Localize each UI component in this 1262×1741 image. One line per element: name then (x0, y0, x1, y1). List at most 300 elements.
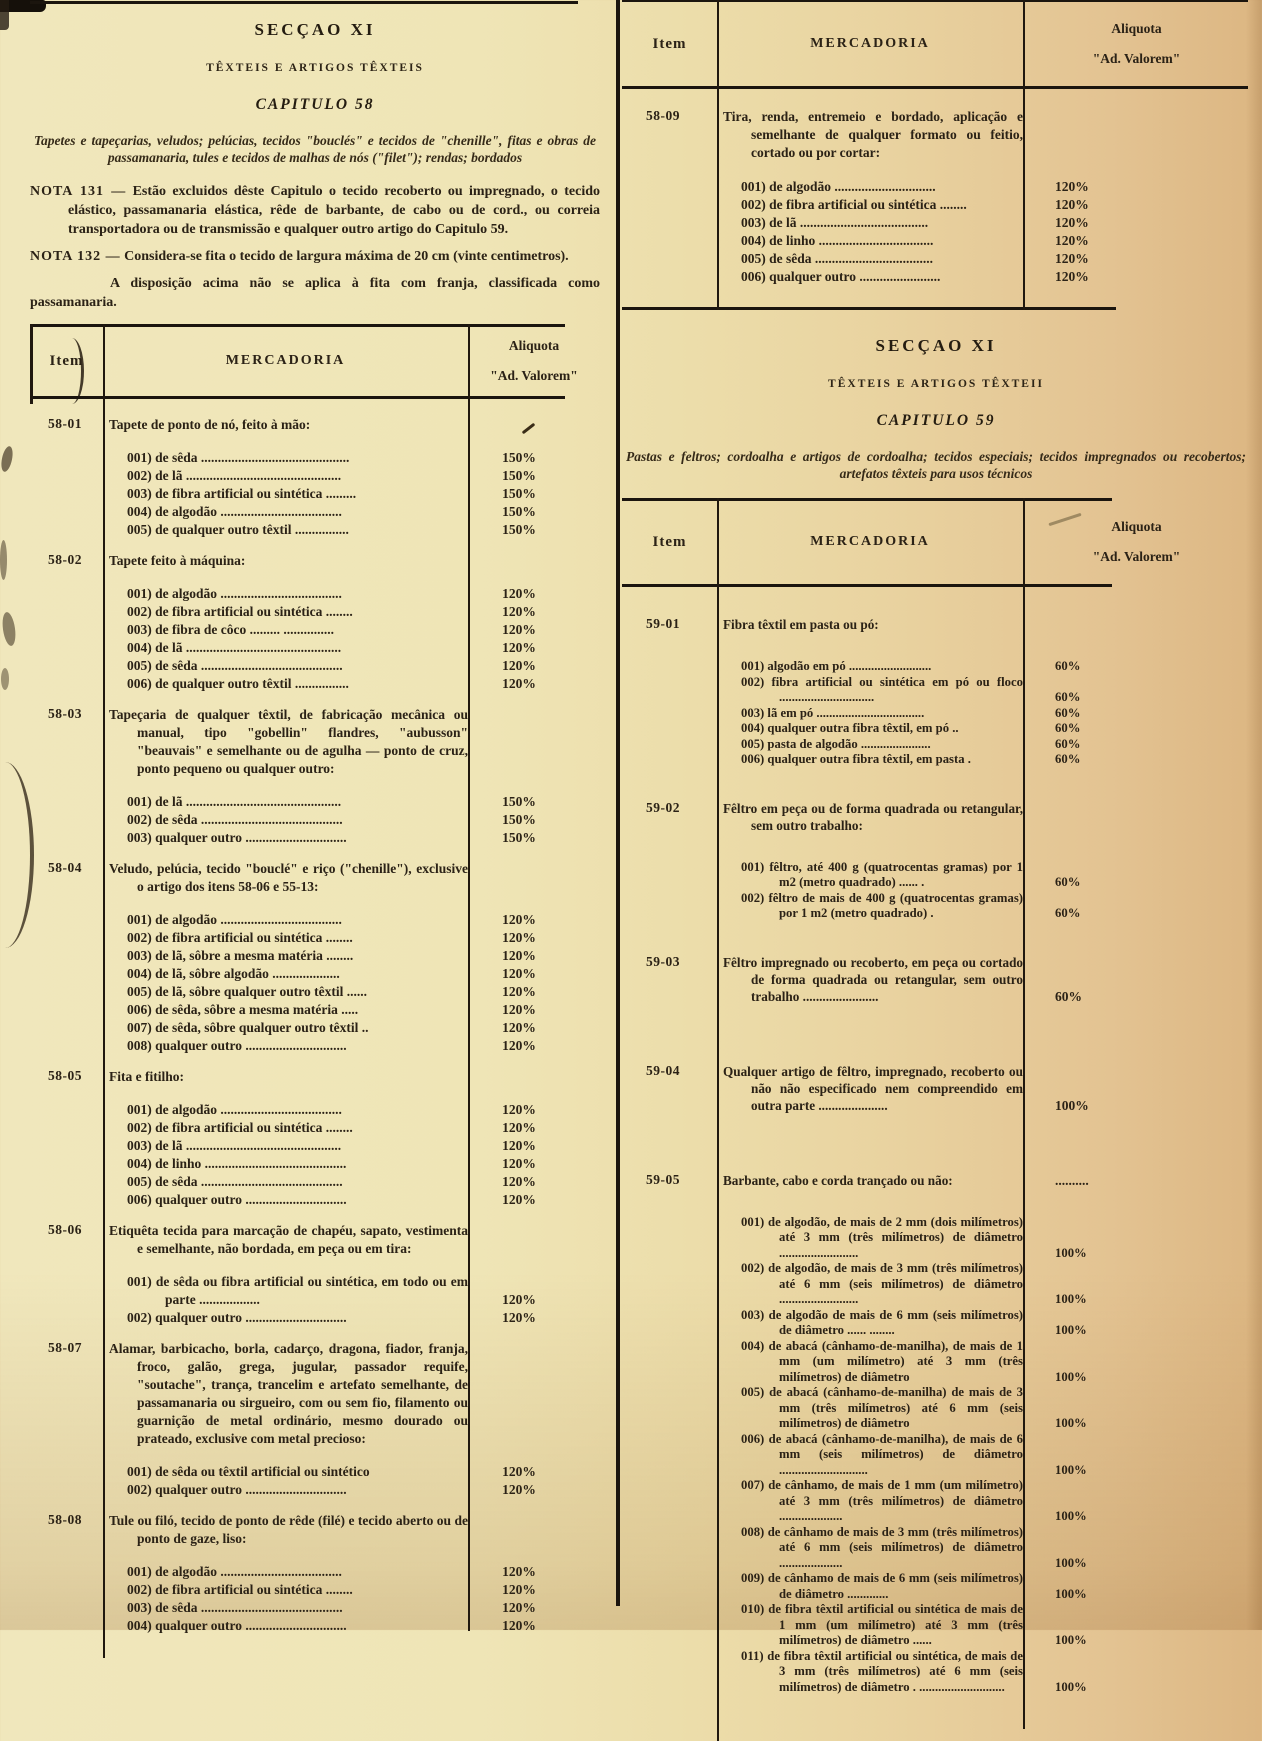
sub-item-text: 004) de linho .................................. (741, 233, 934, 248)
entry-row (30, 416, 600, 539)
entry-row (622, 108, 1250, 286)
sub-item-text: 004) qualquer outro .............................. (127, 1618, 347, 1633)
sub-item-text: 003) de fibra artificial ou sintética ......... (127, 486, 357, 501)
sub-item-rate: 120% (502, 676, 536, 691)
sub-item-rate: 120% (502, 912, 536, 927)
sub-item-text: 010) de fibra têxtil artificial ou sintética de mais de 1 mm (um milímetro) até 3 mm (três milímetros) de diâmetro ...... (741, 1602, 1023, 1647)
sub-item-row (717, 1525, 1250, 1572)
sub-item-row (717, 1649, 1250, 1696)
sub-items (103, 1463, 600, 1499)
item-code: 58-07 (48, 1340, 82, 1355)
sub-item-text: 006) de qualquer outro têxtil ................ (127, 676, 349, 691)
item-code: 59-01 (646, 616, 680, 631)
sub-item-rate: 120% (502, 966, 536, 981)
merchandise-description: Tule ou filó, tecido de ponto de rêde (filé) e tecido aberto ou de ponto de gaze, liso: (109, 1513, 468, 1546)
item-code: 58-04 (48, 860, 82, 875)
sub-item-row (103, 1119, 600, 1137)
sub-item-rate: 100% (1055, 1555, 1087, 1570)
merchandise-description-cell (103, 1222, 468, 1258)
ink-smudge (1, 668, 9, 690)
sub-item-row (717, 752, 1250, 768)
sub-item-rate: 120% (502, 1600, 536, 1615)
sub-item-text: 006) qualquer outro ........................ (741, 269, 941, 284)
sub-item-rate: 100% (1055, 1633, 1087, 1647)
left-column (30, 0, 600, 1658)
sub-item-row (717, 1308, 1250, 1339)
item-code: 58-01 (48, 416, 82, 431)
sub-item-rate: 120% (502, 658, 536, 673)
item-code: 59-02 (646, 799, 680, 815)
nota-132 (30, 247, 600, 266)
entry-row (30, 1222, 600, 1327)
sub-item-text: 008) de cânhamo de mais de 3 mm (três milímetros) até 6 mm (seis milímetros) de diâmetro .................... (741, 1524, 1023, 1570)
sub-item-text: 006) de abacá (cânhamo-de-manilha), de mais de 6 mm (seis milímetros) de diâmetro ............................ (741, 1431, 1023, 1477)
sub-item-row (103, 503, 600, 521)
nota-extra-paragraph: A disposição acima não se aplica à fita com franja, classificada como passamanaria. (30, 276, 600, 310)
sub-item-rate: 120% (502, 1582, 536, 1597)
sub-item-rate: 100% (1055, 1509, 1087, 1523)
sub-item-row (717, 1602, 1250, 1649)
sub-item-text: 001) de algodão .................................... (127, 1564, 342, 1579)
entry-row (622, 616, 1250, 768)
merchandise-description: Alamar, barbicacho, borla, cadarço, dragona, fiador, franja, froco, galão, grega, jugular, passador requife, "soutache", trança, trancelim e artefato semelhante, de passamanaria ou sirgueiro, com ou sem fio, filamento ou guarnição de metal ordinário, mesmo dourado ou prateado, exclusive com metal precioso: (109, 1341, 468, 1446)
chapter-notes (30, 182, 600, 312)
sub-items (103, 1273, 600, 1327)
sub-item-row (103, 1481, 600, 1499)
sub-item-text: 001) fêltro, até 400 g (quatrocentas gramas) por 1 m2 (metro quadrado) ...... . (741, 859, 1023, 889)
sub-item-text: 001) de algodão .................................... (127, 912, 342, 927)
header-mercadoria: MERCADORIA (225, 353, 346, 368)
chapter-59-heading-block (622, 336, 1250, 482)
sub-item-rate: 120% (502, 604, 536, 619)
sub-item-rate: 100% (1055, 1292, 1087, 1306)
sub-item-row (103, 829, 600, 847)
sub-item-text: 004) de lã .............................................. (127, 640, 342, 655)
table-header (622, 0, 1250, 88)
sub-item-text: 002) de fibra artificial ou sintética ........ (741, 197, 967, 212)
header-aliquota-line2: "Ad. Valorem" (490, 368, 578, 383)
sub-item-text: 002) qualquer outro .............................. (127, 1310, 347, 1325)
sub-item-rate: 60% (1055, 721, 1081, 735)
header-aliquota (468, 324, 600, 398)
item-code: 58-05 (48, 1068, 82, 1083)
sub-item-text: 005) de sêda ................................... (741, 251, 933, 266)
sub-item-text: 001) de algodão, de mais de 2 mm (dois milímetros) até 3 mm (três milímetros) de diâmetro ......................... (741, 1214, 1023, 1260)
merchandise-description-cell (717, 1063, 1023, 1114)
ink-smudge (1, 611, 18, 646)
sub-item-text: 002) de fibra artificial ou sintética ........ (127, 1582, 353, 1597)
table-entries (622, 586, 1250, 1741)
sub-item-text: 004) de lã, sôbre algodão .................... (127, 966, 340, 981)
sub-items (103, 793, 600, 847)
merchandise-description: Tapete feito à máquina: (109, 553, 246, 568)
sub-item-rate: 100% (1055, 1369, 1087, 1384)
entry-row (622, 1172, 1250, 1696)
merchandise-description: Tapete de ponto de nó, feito à mão: (109, 417, 311, 432)
sub-item-text: 005) pasta de algodão ...................... (741, 736, 931, 751)
sub-item-text: 002) fibra artificial ou sintética em pó ou floco .............................. (741, 674, 1023, 704)
sub-item-rate: 100% (1055, 1679, 1087, 1694)
sub-item-text: 003) de lã, sôbre a mesma matéria ........ (127, 948, 354, 963)
merchandise-description: Etiquêta tecida para marcação de chapéu, sapato, vestimenta e semelhante, não bordada, em peça ou em tira: (109, 1223, 468, 1256)
sub-item-text: 001) de sêda ............................................ (127, 450, 350, 465)
entry-row (622, 954, 1250, 1031)
entry-row (30, 552, 600, 693)
merchandise-description: Tira, renda, entremeio e bordado, aplicação e semelhante de qualquer formato ou feitio, cortado ou por cortar: (723, 109, 1023, 160)
sub-item-text: 006) qualquer outro .............................. (127, 1192, 347, 1207)
sub-item-text: 005) de sêda .......................................... (127, 658, 343, 673)
item-code: 58-02 (48, 552, 82, 567)
chapter-description: Pastas e feltros; cordoalha e artigos de cordoalha; tecidos especiais; tecidos impregnados ou recobertos; artefatos têxteis para usos técnicos (626, 449, 1246, 481)
sub-item-row (103, 675, 600, 693)
sub-item-rate: 60% (1055, 736, 1081, 751)
sub-item-rate: 120% (1055, 233, 1089, 248)
sub-item-rate: 120% (502, 1020, 536, 1035)
sub-item-rate: 100% (1055, 1462, 1087, 1477)
sub-item-row (717, 232, 1250, 250)
sub-item-row (717, 721, 1250, 737)
sub-items (717, 659, 1250, 768)
pen-curve-mark (0, 762, 34, 948)
sub-item-rate: 100% (1055, 1416, 1087, 1430)
sub-item-rate: 150% (502, 794, 536, 809)
header-aliquota-line1: Aliquota (1111, 21, 1162, 36)
entry-row (30, 1068, 600, 1209)
nota-132-text: Considera-se fita o tecido de largura máxima de 20 cm (vinte centimetros). (124, 249, 569, 264)
sub-item-text: 002) de lã .............................................. (127, 468, 342, 483)
entry-row (622, 1063, 1250, 1140)
entry-row (30, 860, 600, 1055)
item-code: 59-05 (646, 1171, 680, 1187)
chapter-description: Tapetes e tapeçarias, veludos; pelúcias, tecidos "bouclés" e tecidos de "chenille", fitas e obras de passamanaria, tules e tecidos de malhas de nós ("filet"); rendas; bordados (34, 133, 596, 165)
sub-item-rate: 120% (502, 622, 536, 637)
section-title: SECÇAO XI (254, 20, 376, 39)
merchandise-description-cell (103, 1512, 468, 1548)
sub-item-row (103, 965, 600, 983)
sub-item-row (103, 1001, 600, 1019)
sub-items (717, 178, 1250, 286)
merchandise-description-cell (103, 860, 468, 896)
sub-item-text: 005) de sêda .......................................... (127, 1174, 343, 1189)
sub-item-row (103, 1191, 600, 1209)
section-title: SECÇAO XI (875, 336, 997, 355)
sub-item-text: 002) de fibra artificial ou sintética ........ (127, 930, 353, 945)
header-aliquota-line1: Aliquota (1111, 519, 1162, 534)
sub-item-text: 002) de algodão, de mais de 3 mm (três milímetros) até 6 mm (seis milímetros) de diâmetro ......................... (741, 1261, 1023, 1306)
sub-item-row (717, 196, 1250, 214)
sub-item-rate: 120% (502, 1564, 536, 1579)
sub-item-row (103, 585, 600, 603)
sub-item-row (103, 1137, 600, 1155)
sub-item-text: 004) qualquer outra fibra têxtil, em pó .. (741, 721, 959, 735)
header-item: Item (49, 352, 84, 369)
column-divider-rule (616, 0, 620, 1606)
sub-item-rate: 120% (1055, 251, 1089, 266)
item-code: 58-08 (48, 1512, 82, 1527)
ink-smudge (0, 445, 15, 473)
sub-item-rate: 100% (1055, 1245, 1087, 1260)
sub-item-text: 006) qualquer outra fibra têxtil, em pasta . (741, 752, 971, 766)
sub-item-rate: 60% (1055, 906, 1081, 920)
sub-item-rate: 150% (502, 522, 536, 537)
sub-item-row (717, 1215, 1250, 1262)
sub-item-row (103, 983, 600, 1001)
merchandise-description: Fêltro impregnado ou recoberto, em peça ou cortado de forma quadrada ou retangular, sem outro trabalho ....................... (723, 954, 1023, 1004)
sub-item-row (103, 1019, 600, 1037)
sub-item-row (103, 911, 600, 929)
merchandise-description: Veludo, pelúcia, tecido "bouclé" e riço ("chenille"), exclusive o artigo dos itens 58-06 e 55-13: (109, 861, 468, 894)
sub-item-rate: 60% (1055, 875, 1081, 889)
sub-item-text: 003) lã em pó .................................. (741, 705, 925, 720)
sub-item-text: 008) qualquer outro .............................. (127, 1038, 347, 1053)
entry-row (30, 1512, 600, 1635)
sub-item-rate: 120% (1055, 269, 1089, 284)
sub-item-row (103, 1599, 600, 1617)
merchandise-description-cell (103, 1340, 468, 1448)
merchandise-description-cell (717, 616, 1023, 633)
sub-item-text: 007) de sêda, sôbre qualquer outro têxtil .. (127, 1020, 369, 1035)
sub-item-row (103, 1155, 600, 1173)
sub-item-rate: 120% (502, 930, 536, 945)
sub-item-row (103, 929, 600, 947)
sub-item-text: 007) de cânhamo, de mais de 1 mm (um milímetro) até 3 mm (três milímetros) de diâmetro .................... (741, 1478, 1023, 1523)
sub-item-rate: 120% (502, 1482, 536, 1497)
sub-items (103, 1101, 600, 1209)
sub-item-rate: 120% (502, 1292, 536, 1307)
merchandise-description-cell (103, 706, 468, 778)
sub-item-row (103, 521, 600, 539)
sub-item-text: 001) de algodão .............................. (741, 179, 936, 194)
sub-item-text: 003) de algodão de mais de 6 mm (seis milímetros) de diâmetro ...... ........ (741, 1307, 1023, 1337)
sub-item-text: 001) de sêda ou fibra artificial ou sintética, em todo ou em parte .................. (127, 1274, 468, 1307)
entry-row (622, 800, 1250, 922)
sub-item-text: 004) de abacá (cânhamo-de-manilha), de mais de 1 mm (um milímetro) até 3 mm (três milímetros) de diâmetro (741, 1338, 1023, 1384)
sub-item-row (103, 621, 600, 639)
tariff-table-capitulo-58 (30, 324, 600, 1658)
sub-item-text: 006) de sêda, sôbre a mesma matéria ..... (127, 1002, 359, 1017)
sub-item-text: 002) fêltro de mais de 400 g (quatrocentas gramas) por 1 m2 (metro quadrado) . (741, 890, 1023, 920)
sub-item-row (717, 1261, 1250, 1308)
header-aliquota (1023, 0, 1250, 88)
sub-item-row (103, 485, 600, 503)
nota-131 (30, 182, 600, 239)
header-item: Item (652, 533, 687, 550)
sub-item-text: 001) de algodão .................................... (127, 1102, 342, 1117)
entry-rate: 60% (1055, 988, 1082, 1004)
sub-item-text: 002) qualquer outro .............................. (127, 1482, 347, 1497)
sub-items (103, 585, 600, 693)
merchandise-description: Tapeçaria de qualquer têxtil, de fabricação mecânica ou manual, tipo "gobellin" flandres, "aubusson" "beauvais" e semelhante ou de agulha — ponto de cruz, ponto pequeno ou qualquer outro: (109, 707, 468, 776)
header-item: Item (652, 35, 687, 52)
merchandise-description-cell (103, 1068, 468, 1086)
sub-item-text: 011) de fibra têxtil artificial ou sintética, de mais de 3 mm (três milímetros) até 6 mm (seis milímetros) de diâmetro . ........................... (741, 1648, 1023, 1694)
sub-item-row (717, 659, 1250, 675)
header-aliquota-line2: "Ad. Valorem" (1092, 549, 1181, 564)
ink-blot-top-left-small (0, 0, 9, 30)
table-entries (30, 398, 600, 1658)
sub-item-row (717, 706, 1250, 722)
right-column (622, 0, 1250, 1741)
chapter-title: CAPITULO 59 (876, 412, 996, 429)
sub-item-row (717, 737, 1250, 753)
sub-items (717, 860, 1250, 922)
sub-item-rate: 120% (1055, 215, 1089, 230)
header-aliquota-line2: "Ad. Valorem" (1092, 51, 1181, 66)
sub-item-row (717, 250, 1250, 268)
item-code: 58-09 (646, 108, 680, 123)
sub-item-row (717, 1571, 1250, 1602)
sub-item-rate: 150% (502, 486, 536, 501)
merchandise-description-cell (717, 108, 1023, 162)
sub-item-rate: 120% (502, 1002, 536, 1017)
item-code: 58-06 (48, 1222, 82, 1237)
sub-item-row (717, 860, 1250, 891)
sub-item-rate: 120% (502, 984, 536, 999)
sub-item-row (103, 639, 600, 657)
sub-item-rate: 100% (1055, 1323, 1087, 1337)
sub-item-row (103, 947, 600, 965)
merchandise-description: Fita e fitilho: (109, 1069, 184, 1084)
sub-item-row (717, 1478, 1250, 1525)
sub-item-row (103, 1463, 600, 1481)
merchandise-description-cell (717, 954, 1023, 1005)
table-entries (622, 88, 1250, 310)
sub-item-rate: 120% (502, 1464, 536, 1479)
sub-item-rate: 120% (502, 1156, 536, 1171)
sub-item-rate: 60% (1055, 659, 1081, 673)
sub-item-text: 001) de sêda ou têxtil artificial ou sintético (127, 1464, 370, 1479)
sub-item-rate: 120% (502, 586, 536, 601)
sub-item-rate: 150% (502, 504, 536, 519)
sub-item-rate: 60% (1055, 705, 1081, 720)
sub-item-row (103, 811, 600, 829)
sub-item-row (103, 1581, 600, 1599)
merchandise-description: Fêltro em peça ou de forma quadrada ou retangular, sem outro trabalho: (723, 800, 1023, 833)
sub-item-row (717, 178, 1250, 196)
section-subtitle: TÊXTEIS E ARTIGOS TÊXTEII (828, 378, 1044, 390)
sub-item-text: 005) de abacá (cânhamo-de-manilha) de mais de 3 mm (três milímetros) até 6 mm (seis milímetros) de diâmetro (741, 1385, 1023, 1430)
sub-item-text: 004) de algodão .................................... (127, 504, 342, 519)
merchandise-description: Qualquer artigo de fêltro, impregnado, recoberto ou não não especificado nem compreendido em outra parte ..................... (723, 1063, 1023, 1113)
sub-item-text: 002) de fibra artificial ou sintética ........ (127, 1120, 353, 1135)
sub-item-row (103, 1037, 600, 1055)
sub-item-row (103, 467, 600, 485)
section-subtitle: TÊXTEIS E ARTIGOS TÊXTEIS (206, 62, 424, 74)
nota-131-label: NOTA 131 — (30, 184, 127, 199)
sub-item-row (103, 1101, 600, 1119)
merchandise-description: Barbante, cabo e corda trançado ou não: (723, 1172, 953, 1188)
sub-item-text: 009) de cânhamo de mais de 6 mm (seis milímetros) de diâmetro ............. (741, 1571, 1023, 1601)
sub-item-rate: 120% (502, 1310, 536, 1325)
sub-item-rate: 60% (1055, 690, 1081, 704)
sub-item-row (717, 1339, 1250, 1386)
table-header (30, 324, 600, 398)
sub-items (717, 1215, 1250, 1696)
sub-item-text: 001) algodão em pó .......................... (741, 659, 932, 673)
sub-item-rate: 120% (502, 1102, 536, 1117)
sub-item-rate: 120% (502, 1120, 536, 1135)
merchandise-description: Fibra têxtil em pasta ou pó: (723, 617, 879, 632)
nota-131-text: Estão excluidos dêste Capitulo o tecido recoberto ou impregnado, o tecido elástico, passamanaria elástica, rêde de barbante, de cabo ou de cord., ou correia transportadora ou de transmissão e qualquer outro artigo do Capitulo 59. (68, 184, 600, 237)
sub-item-rate: 120% (502, 1192, 536, 1207)
sub-item-rate: 120% (502, 640, 536, 655)
sub-item-row (717, 891, 1250, 922)
entry-rate: .......... (1055, 1172, 1089, 1188)
tariff-table-capitulo-59 (622, 498, 1250, 1741)
item-code: 58-03 (48, 706, 82, 721)
sub-item-text: 002) de sêda .......................................... (127, 812, 343, 827)
sub-item-text: 002) de fibra artificial ou sintética ........ (127, 604, 353, 619)
sub-item-rate: 100% (1055, 1586, 1087, 1601)
sub-items (103, 1563, 600, 1635)
header-aliquota-line1: Aliquota (508, 338, 560, 353)
chapter-58-heading-block (30, 20, 600, 312)
sub-item-row (717, 1385, 1250, 1432)
sub-item-rate: 150% (502, 468, 536, 483)
merchandise-description-cell (717, 1172, 1023, 1189)
sub-item-rate: 120% (502, 1174, 536, 1189)
sub-item-text: 001) de algodão .................................... (127, 586, 342, 601)
sub-item-row (103, 793, 600, 811)
sub-item-row (717, 268, 1250, 286)
sub-item-row (103, 603, 600, 621)
entry-row (30, 706, 600, 847)
entry-row (30, 1340, 600, 1499)
merchandise-description-cell (103, 552, 468, 570)
sub-item-rate: 150% (502, 812, 536, 827)
header-mercadoria: MERCADORIA (810, 534, 930, 549)
sub-item-row (103, 1173, 600, 1191)
sub-item-row (103, 1309, 600, 1327)
table-header (622, 498, 1250, 586)
sub-item-text: 005) de lã, sôbre qualquer outro têxtil ...... (127, 984, 368, 999)
item-code: 59-04 (646, 1062, 680, 1078)
ink-smudge (0, 540, 7, 580)
tariff-table-58-09 (622, 0, 1250, 310)
sub-item-row (103, 1617, 600, 1635)
sub-items (103, 449, 600, 539)
sub-item-rate: 120% (1055, 179, 1089, 194)
sub-item-text: 005) de qualquer outro têxtil ................ (127, 522, 349, 537)
sub-item-text: 003) de sêda .......................................... (127, 1600, 343, 1615)
sub-item-row (717, 214, 1250, 232)
sub-item-rate: 150% (502, 450, 536, 465)
sub-item-rate: 60% (1055, 752, 1081, 766)
sub-item-row (103, 449, 600, 467)
nota-132-label: NOTA 132 — (30, 249, 121, 264)
header-aliquota (1023, 498, 1250, 586)
sub-item-text: 004) de linho .......................................... (127, 1156, 347, 1171)
sub-item-rate: 120% (1055, 197, 1089, 212)
header-mercadoria: MERCADORIA (810, 36, 930, 51)
sub-item-rate: 150% (502, 830, 536, 845)
item-code: 59-03 (646, 953, 680, 969)
sub-item-row (717, 675, 1250, 706)
merchandise-description-cell (717, 800, 1023, 834)
sub-item-text: 003) de lã .............................................. (127, 1138, 342, 1153)
sub-item-rate: 120% (502, 1138, 536, 1153)
sub-item-rate: 120% (502, 1038, 536, 1053)
sub-item-rate: 120% (502, 948, 536, 963)
sub-item-row (103, 1273, 600, 1309)
sub-item-row (103, 1563, 600, 1581)
sub-item-text: 003) de fibra de côco ......... ............... (127, 622, 334, 637)
sub-item-row (717, 1432, 1250, 1479)
sub-item-rate: 120% (502, 1618, 536, 1633)
sub-item-text: 003) qualquer outro .............................. (127, 830, 347, 845)
chapter-title: CAPITULO 58 (255, 96, 375, 113)
merchandise-description-cell (103, 416, 468, 434)
